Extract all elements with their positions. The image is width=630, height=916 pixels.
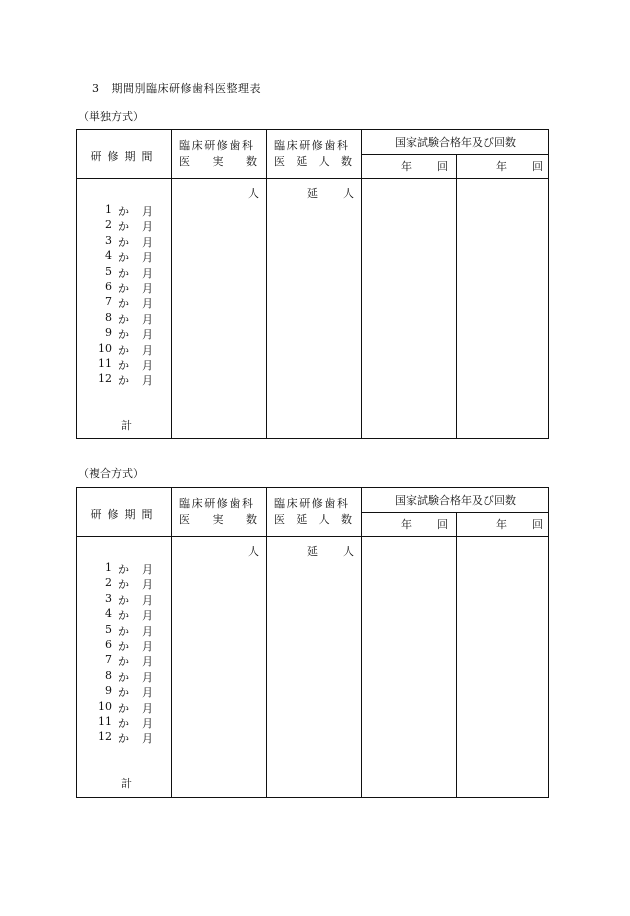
header-exam: 国家試験合格年及び回数 (395, 136, 516, 149)
month-number: 1 (105, 203, 112, 216)
column-divider (456, 512, 457, 797)
header-col2-char: 数 (340, 155, 352, 168)
month-row (77, 311, 172, 326)
month-ka: か (118, 609, 129, 623)
month-tsuki: 月 (142, 578, 153, 592)
month-tsuki: 月 (142, 609, 153, 623)
unit-person: 人 (248, 187, 259, 200)
month-number: 2 (105, 576, 112, 590)
month-tsuki: 月 (142, 251, 153, 265)
header-bottom-rule (77, 178, 548, 179)
header-bottom-rule (77, 536, 548, 537)
month-tsuki: 月 (142, 374, 153, 388)
header-exam-year-2: 年 (496, 160, 507, 173)
month-tsuki: 月 (142, 328, 153, 342)
header-exam-count-2: 回 (532, 518, 543, 531)
month-number: 2 (105, 218, 112, 232)
month-number: 12 (98, 730, 112, 744)
header-col1-line1: 臨床研修歯科 (179, 497, 255, 510)
month-row (77, 607, 172, 622)
page-title (92, 80, 261, 96)
month-ka: か (118, 266, 129, 280)
month-tsuki: 月 (142, 266, 153, 280)
month-ka: か (118, 220, 129, 234)
header-col2-line1: 臨床研修歯科 (274, 139, 350, 152)
table-combined (76, 487, 549, 798)
month-tsuki: 月 (142, 717, 153, 730)
section-label-single: （単独方式） (78, 110, 144, 123)
month-row (77, 372, 172, 387)
month-number: 7 (105, 653, 112, 667)
table-single (76, 129, 549, 439)
unit-person: 人 (343, 545, 354, 558)
header-col2-char: 医 (274, 513, 285, 526)
unit-nobe: 延 (307, 545, 318, 558)
month-number: 6 (105, 280, 112, 293)
month-row (77, 326, 172, 341)
month-row (77, 249, 172, 264)
month-ka: か (118, 359, 129, 372)
month-tsuki: 月 (142, 655, 153, 669)
month-row (77, 357, 172, 372)
header-exam-count-1: 回 (437, 518, 448, 531)
month-row (77, 265, 172, 280)
month-ka: か (118, 343, 129, 357)
month-number: 6 (105, 638, 112, 651)
month-tsuki: 月 (142, 343, 153, 357)
month-row (77, 295, 172, 310)
month-tsuki: 月 (142, 686, 153, 700)
month-number: 11 (98, 357, 112, 370)
title-number: 3 (92, 82, 100, 95)
month-tsuki: 月 (142, 701, 153, 715)
header-col1-line1: 臨床研修歯科 (179, 139, 255, 152)
header-exam-year-1: 年 (401, 518, 412, 531)
month-tsuki: 月 (142, 205, 153, 218)
column-divider (361, 488, 362, 797)
month-tsuki: 月 (142, 563, 153, 576)
header-col1-char: 実 (212, 155, 224, 168)
header-col1-char: 数 (246, 513, 257, 526)
title-text: 期間別臨床研修歯科医整理表 (111, 82, 261, 95)
month-ka: か (118, 374, 129, 388)
month-number: 3 (105, 591, 112, 605)
column-divider (456, 154, 457, 438)
month-row (77, 342, 172, 357)
header-col1 (179, 138, 257, 170)
section-label-combined: （複合方式） (78, 467, 144, 480)
month-ka: か (118, 205, 129, 218)
month-ka: か (118, 328, 129, 342)
header-col2 (274, 496, 352, 528)
month-row (77, 700, 172, 715)
header-col2-char: 数 (340, 513, 352, 526)
month-ka: か (118, 563, 129, 576)
header-col2-char: 延 (296, 513, 308, 526)
unit-person: 人 (248, 545, 259, 558)
header-exam-year-1: 年 (401, 160, 412, 173)
month-row (77, 561, 172, 576)
month-row (77, 684, 172, 699)
month-row (77, 638, 172, 653)
header-col2 (274, 138, 352, 170)
header-col1-char: 医 (179, 513, 190, 526)
month-number: 5 (105, 264, 112, 278)
month-tsuki: 月 (142, 282, 153, 295)
month-row (77, 280, 172, 295)
month-row (77, 234, 172, 249)
month-number: 4 (105, 607, 112, 621)
total-label: 計 (121, 777, 132, 790)
header-col2-char: 医 (274, 155, 285, 168)
month-number: 5 (105, 622, 112, 636)
month-ka: か (118, 235, 129, 249)
month-number: 8 (105, 310, 112, 324)
month-row (77, 576, 172, 591)
month-number: 1 (105, 561, 112, 574)
month-ka: か (118, 297, 129, 311)
header-exam-year-2: 年 (496, 518, 507, 531)
month-tsuki: 月 (142, 312, 153, 326)
month-number: 9 (105, 326, 112, 340)
header-col1-char: 数 (246, 155, 257, 168)
month-ka: か (118, 686, 129, 700)
month-row (77, 669, 172, 684)
month-number: 10 (98, 699, 112, 713)
month-tsuki: 月 (142, 220, 153, 234)
month-ka: か (118, 640, 129, 653)
month-row (77, 715, 172, 730)
month-row (77, 592, 172, 607)
header-period: 研修期間 (90, 508, 159, 521)
month-tsuki: 月 (142, 297, 153, 311)
header-exam: 国家試験合格年及び回数 (395, 494, 516, 507)
row-divider (361, 512, 548, 513)
header-col2-line1: 臨床研修歯科 (274, 497, 350, 510)
column-divider (266, 130, 267, 438)
header-period: 研修期間 (90, 150, 159, 163)
month-ka: か (118, 670, 129, 684)
month-row (77, 218, 172, 233)
header-col2-char: 人 (318, 513, 330, 526)
month-tsuki: 月 (142, 640, 153, 653)
month-number: 9 (105, 684, 112, 698)
month-tsuki: 月 (142, 593, 153, 607)
column-divider (266, 488, 267, 797)
month-number: 11 (98, 715, 112, 728)
month-ka: か (118, 282, 129, 295)
total-label: 計 (121, 419, 132, 432)
header-exam-count-2: 回 (532, 160, 543, 173)
month-number: 4 (105, 249, 112, 263)
month-ka: か (118, 312, 129, 326)
month-tsuki: 月 (142, 359, 153, 372)
month-number: 8 (105, 668, 112, 682)
month-tsuki: 月 (142, 235, 153, 249)
header-col2-char: 延 (296, 155, 308, 168)
month-row (77, 730, 172, 745)
month-ka: か (118, 624, 129, 638)
unit-nobe: 延 (307, 187, 318, 200)
month-number: 10 (98, 341, 112, 355)
month-tsuki: 月 (142, 670, 153, 684)
month-ka: か (118, 717, 129, 730)
month-number: 12 (98, 372, 112, 386)
month-ka: か (118, 593, 129, 607)
month-tsuki: 月 (142, 732, 153, 746)
month-row (77, 653, 172, 668)
row-divider (361, 154, 548, 155)
month-ka: か (118, 578, 129, 592)
unit-person: 人 (343, 187, 354, 200)
month-ka: か (118, 732, 129, 746)
month-row (77, 623, 172, 638)
month-row (77, 203, 172, 218)
column-divider (361, 130, 362, 438)
month-ka: か (118, 251, 129, 265)
header-col1-char: 実 (212, 513, 224, 526)
month-number: 7 (105, 295, 112, 309)
header-col2-char: 人 (318, 155, 330, 168)
month-ka: か (118, 655, 129, 669)
header-col1-char: 医 (179, 155, 190, 168)
month-number: 3 (105, 233, 112, 247)
month-tsuki: 月 (142, 624, 153, 638)
header-col1 (179, 496, 257, 528)
month-ka: か (118, 701, 129, 715)
header-exam-count-1: 回 (437, 160, 448, 173)
